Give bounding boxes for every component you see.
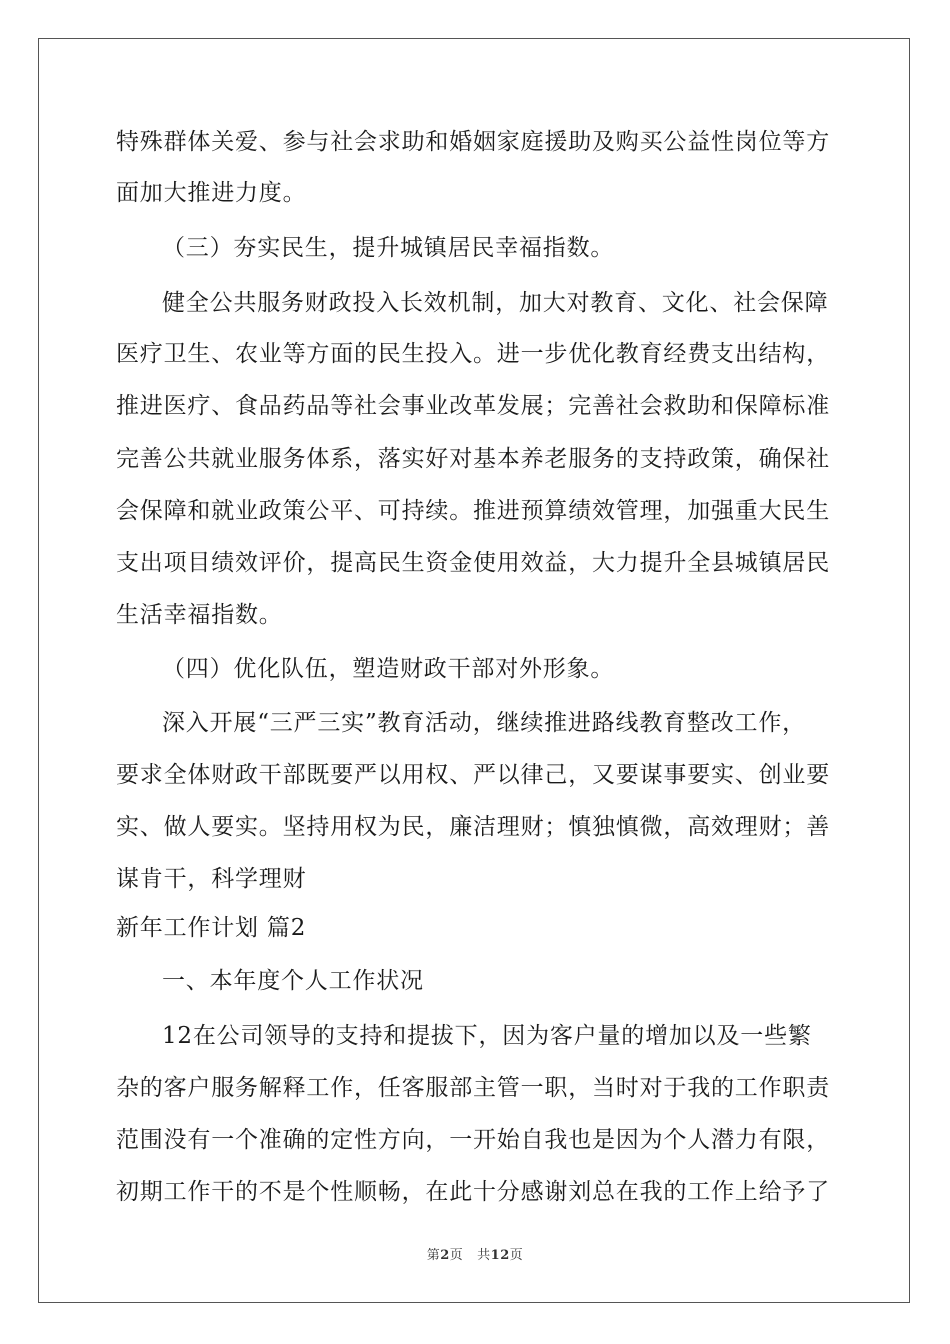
section-heading: 一、本年度个人工作状况 [162, 968, 424, 994]
text-line: 12在公司领导的支持和提拔下，因为客户量的增加以及一些繁 [162, 1023, 812, 1049]
text-line: 推进医疗、食品药品等社会事业改革发展；完善社会救助和保障标准 [116, 393, 830, 419]
text-line: 面加大推进力度。 [116, 180, 307, 206]
section-heading: （四）优化队伍，塑造财政干部对外形象。 [162, 656, 615, 682]
text-line: 要求全体财政干部既要严以用权、严以律己，又要谋事要实、创业要 [116, 762, 830, 788]
text-line: 支出项目绩效评价，提高民生资金使用效益，大力提升全县城镇居民 [116, 550, 830, 576]
text-line: 特殊群体关爱、参与社会求助和婚姻家庭援助及购买公益性岗位等方 [116, 129, 830, 155]
text-line: 深入开展“三严三实”教育活动，继续推进路线教育整改工作， [162, 710, 806, 736]
text-line: 杂的客户服务解释工作，任客服部主管一职，当时对于我的工作职责 [116, 1075, 830, 1101]
text-line: 生活幸福指数。 [116, 602, 283, 628]
page-prefix: 第 [426, 1248, 441, 1263]
page-suffix: 页 [509, 1248, 524, 1263]
current-page-number: 2 [440, 1248, 450, 1263]
total-pages-number: 12 [490, 1248, 510, 1263]
text-line: 初期工作干的不是个性顺畅，在此十分感谢刘总在我的工作上给予了 [116, 1179, 830, 1205]
text-line: 医疗卫生、农业等方面的民生投入。进一步优化教育经费支出结构， [116, 341, 830, 367]
text-line: 会保障和就业政策公平、可持续。推进预算绩效管理，加强重大民生 [116, 498, 830, 524]
text-line: 健全公共服务财政投入长效机制，加大对教育、文化、社会保障 [162, 290, 829, 316]
text-line: 完善公共就业服务体系，落实好对基本养老服务的支持政策，确保社 [116, 446, 830, 472]
page-number-footer [0, 1244, 950, 1263]
section-heading: （三）夯实民生，提升城镇居民幸福指数。 [162, 235, 615, 261]
text-line: 范围没有一个准确的定性方向，一开始自我也是因为个人潜力有限， [116, 1127, 830, 1153]
article-title: 新年工作计划 篇2 [116, 915, 307, 941]
text-line: 谋肯干，科学理财 [116, 866, 307, 892]
text-line: 实、做人要实。坚持用权为民，廉洁理财；慎独慎微，高效理财；善 [116, 814, 830, 840]
page-mid: 页 共 [449, 1248, 491, 1263]
